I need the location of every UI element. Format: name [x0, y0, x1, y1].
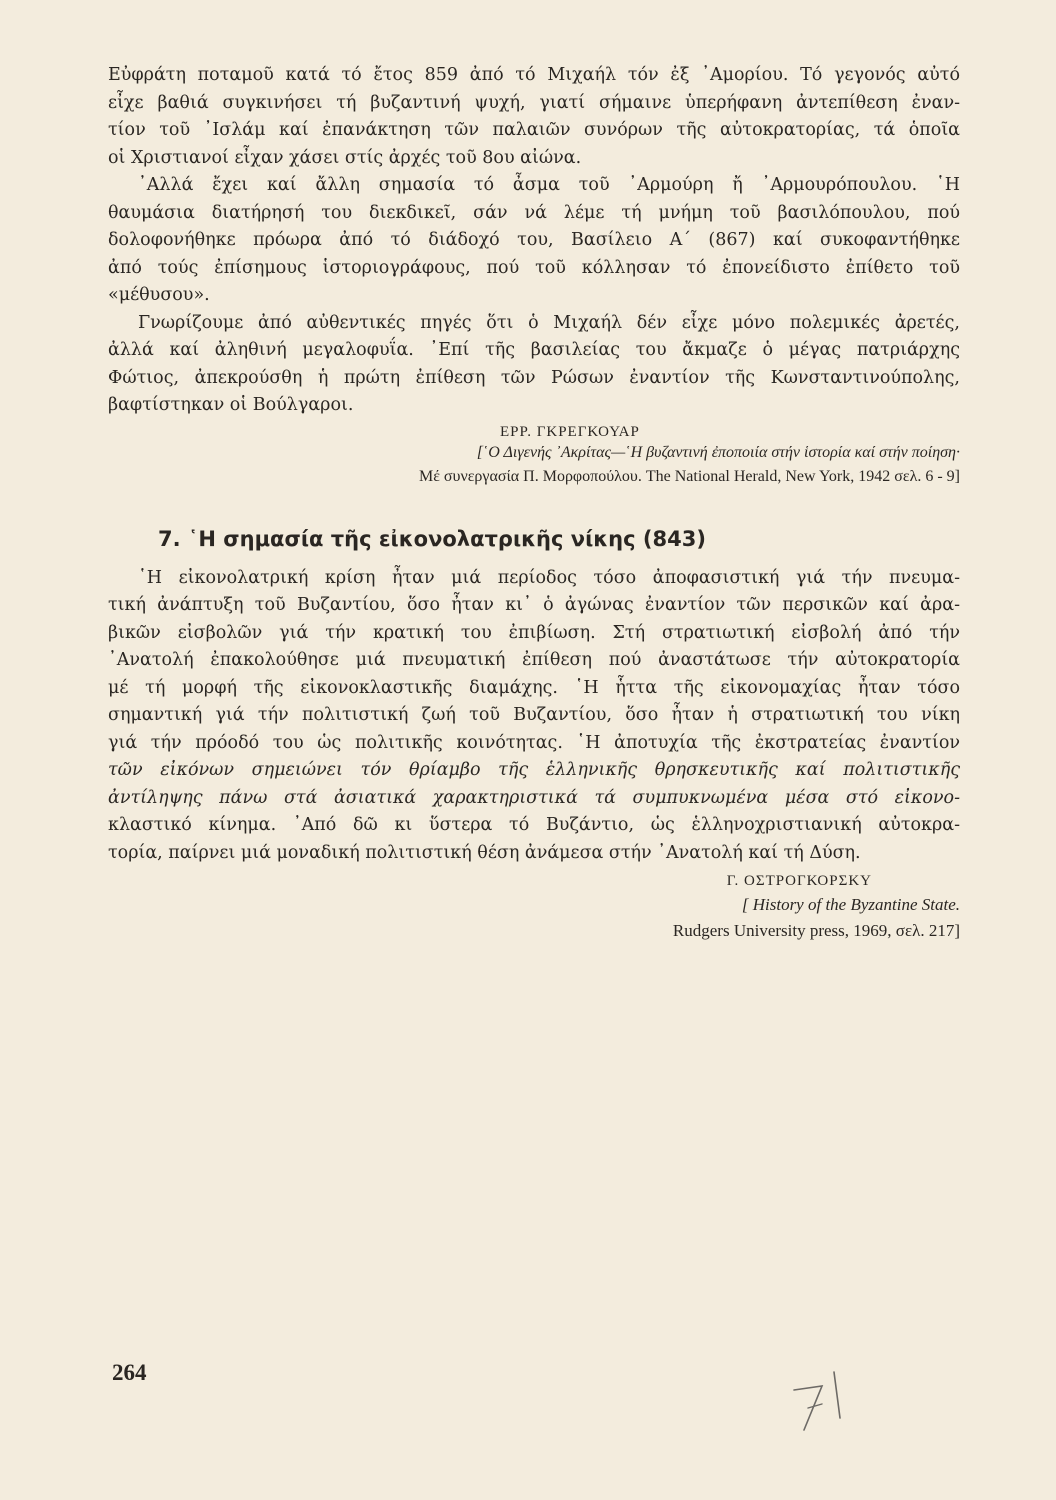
page-number: 264 — [112, 1360, 147, 1385]
citation-line-2: Μέ συνεργασία Π. Μορφοπούλου. The National Herald, New York, 1942 σελ. 6 - 9] — [418, 467, 960, 485]
text-line: «μέθυσου». — [108, 285, 210, 305]
handwritten-mark-icon — [782, 1360, 862, 1440]
citation2-line-1: [ History of the Byzantine State. — [741, 895, 960, 914]
author-ostrogorsky: Γ. ΟΣΤΡΟΓΚΟΡΣΚΥ — [726, 873, 872, 889]
paragraph-4 — [108, 565, 960, 868]
text-line: Γνωρίζουμε ἀπό αὐθεντικές πηγές ὅτι ὁ Μιχαήλ δέν εἶχε μόνο πολεμικές ἀρετές, — [138, 312, 960, 333]
text-line: ἀλλά καί ἀληθινή μεγαλοφυΐα. ᾿Επί τῆς βασιλείας του ἄκμαζε ὁ μέγας πατριάρχης — [108, 340, 960, 360]
citation-line-1: [῾Ο Διγενής ᾿Ακρίτας—῾Η βυζαντινή ἐποποιία στήν ἱστορία καί στήν ποίηση· — [476, 443, 960, 461]
text-line: σημαντική γιά τήν πολιτιστική ζωή τοῦ Βυζαντίου, ὅσο ἦταν ἡ στρατιωτική του νίκη — [108, 705, 960, 725]
text-line: ἀπό τούς ἐπίσημους ἱστοριογράφους, πού τοῦ κόλλησαν τό ἐπονείδιστο ἐπίθετο τοῦ — [108, 257, 960, 278]
section-title: 7. ῾Η σημασία τῆς εἰκονολατρικῆς νίκης (843) — [158, 526, 706, 551]
text-line: Εὐφράτη ποταμοῦ κατά τό ἔτος 859 ἀπό τό Μιχαήλ τόν ἐξ ᾿Αμορίου. Τό γεγονός αὐτό — [108, 65, 960, 85]
text-line: εἶχε βαθιά συγκινήσει τή βυζαντινή ψυχή, γιατί σήμαινε ὑπερήφανη ἀντεπίθεση ἐναν- — [108, 92, 960, 113]
text-line: ἀντίληψης πάνω στά ἀσιατικά χαρακτηριστικά τά συμπυκνωμένα μέσα στό εἰκονο- — [108, 787, 960, 808]
text-line: κλαστικό κίνημα. ᾿Από δῶ κι ὕστερα τό Βυζάντιο, ὡς ἑλληνοχριστιανική αὐτοκρα- — [108, 815, 960, 835]
text-line: τορία, παίρνει μιά μοναδική πολιτιστική θέση ἀνάμεσα στήν ᾿Ανατολή καί τή Δύση. — [108, 842, 861, 863]
text-line: δολοφονήθηκε πρόωρα ἀπό τό διάδοχό του, Βασίλειο Α΄ (867) καί συκοφαντήθηκε — [108, 230, 960, 250]
author-grégoire: ΕΡΡ. ΓΚΡΕΓΚΟΥΑΡ — [500, 423, 640, 440]
text-line: ῾Η εἰκονολατρική κρίση ἦταν μιά περίοδος τόσο ἀποφασιστική γιά τήν πνευμα- — [138, 567, 960, 588]
text-line: οἱ Χριστιανοί εἶχαν χάσει στίς ἀρχές τοῦ 8ου αἰώνα. — [108, 147, 582, 168]
text-line: τῶν εἰκόνων σημειώνει τόν θρίαμβο τῆς ἑλληνικῆς θρησκευτικῆς καί πολιτιστικῆς — [108, 760, 960, 780]
text-line: Φώτιος, ἀπεκρούσθη ἡ πρώτη ἐπίθεση τῶν Ρώσων ἐναντίον τῆς Κωνσταντινούπολης, — [108, 367, 960, 388]
text-line: ᾿Ανατολή ἐπακολούθησε μιά πνευματική ἐπίθεση πού ἀναστάτωσε τήν αὐτοκρατορία — [108, 650, 960, 670]
text-line: τίον τοῦ ᾿Ισλάμ καί ἐπανάκτηση τῶν παλαιῶν συνόρων τῆς αὐτοκρατορίας, τά ὁποῖα — [108, 120, 960, 140]
paragraph-2 — [108, 172, 960, 310]
text-line: θαυμάσια διατήρησή του διεκδικεῖ, σάν νά λέμε τή μνήμη τοῦ βασιλόπουλου, πού — [108, 202, 960, 223]
text-line: γιά τήν πρόοδό του ὡς πολιτικῆς κοινότητας. ῾Η ἀποτυχία τῆς ἐκστρατείας ἐναντίον — [108, 732, 960, 753]
page-body — [108, 62, 960, 944]
citation2-line-2: Rudgers University press, 1969, σελ. 217] — [672, 921, 960, 940]
text-line: μέ τή μορφή τῆς εἰκονοκλαστικῆς διαμάχης. ῾Η ἧττα τῆς εἰκονομαχίας ἦταν τόσο — [108, 677, 960, 698]
text-line: τική ἀνάπτυξη τοῦ Βυζαντίου, ὅσο ἦταν κι᾿ ὁ ἀγώνας ἐναντίον τῶν περσικῶν καί ἀρα- — [108, 595, 960, 615]
text-line: ᾿Αλλά ἔχει καί ἄλλη σημασία τό ἆσμα τοῦ ᾿Αρμούρη ἤ ᾿Αρμουρόπουλου. ῾Η — [138, 175, 960, 195]
paragraph-1 — [108, 62, 960, 172]
paragraph-3 — [108, 310, 960, 420]
text-line: βικῶν εἰσβολῶν γιά τήν κρατική του ἐπιβίωση. Στή στρατιωτική εἰσβολή ἀπό τήν — [108, 622, 960, 643]
text-line: βαφτίστηκαν οἱ Βούλγαροι. — [108, 395, 354, 415]
